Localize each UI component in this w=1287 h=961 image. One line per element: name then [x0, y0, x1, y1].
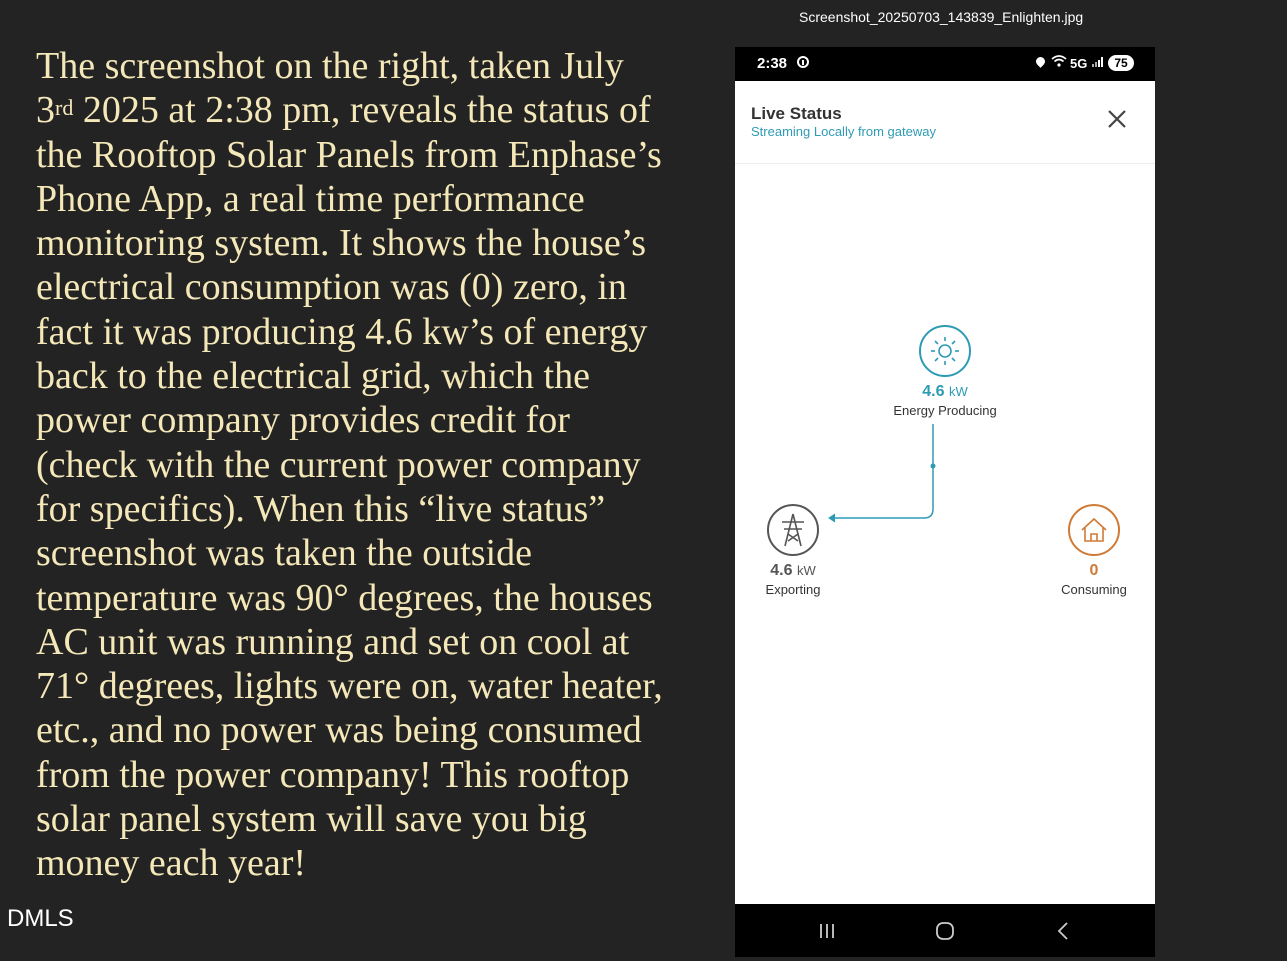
energy-flow-line	[735, 47, 1155, 904]
page-subtitle: Streaming Locally from gateway	[751, 124, 936, 139]
exporting-label: Exporting	[765, 582, 821, 597]
home-button[interactable]	[925, 916, 965, 946]
caption-line: etc., and no power was being consumed	[36, 709, 642, 752]
back-icon	[1043, 916, 1083, 946]
consuming-label: Consuming	[1061, 582, 1127, 597]
back-button[interactable]	[1043, 916, 1083, 946]
watermark: DMLS	[7, 905, 74, 932]
caption-line	[36, 88, 716, 132]
battery-badge: 75	[1108, 55, 1134, 71]
page-title: Live Status	[751, 104, 842, 123]
status-time: 2:38	[757, 55, 788, 72]
house-icon	[1067, 503, 1121, 557]
producing-value: 4.6 kW	[922, 383, 968, 400]
caption-line: (check with the current power company	[36, 443, 641, 486]
caption-line: temperature was 90° degrees, the houses	[36, 576, 653, 619]
caption-line: 71° degrees, lights were on, water heater,	[36, 665, 663, 708]
caption-line: power company provides credit for	[36, 399, 570, 442]
caption-line: from the power company! This rooftop	[36, 753, 630, 796]
phone-screenshot	[735, 47, 1155, 957]
consuming-node[interactable]	[1054, 503, 1134, 597]
home-icon	[925, 916, 965, 946]
producing-label: Energy Producing	[893, 403, 997, 418]
caption-line: back to the electrical grid, which the	[36, 355, 590, 398]
caption-line: solar panel system will save you big	[36, 798, 587, 841]
android-nav-bar	[735, 904, 1155, 957]
power-tower-icon	[766, 503, 820, 557]
caption-line: AC unit was running and set on cool at	[36, 620, 630, 663]
caption-line: electrical consumption was (0) zero, in	[36, 266, 627, 309]
network-type: 5G	[1070, 56, 1088, 71]
caption-line: The screenshot on the right, taken July	[36, 45, 624, 87]
caption-line: Phone App, a real time performance	[36, 177, 585, 220]
producing-node[interactable]	[885, 324, 1005, 418]
sun-icon	[918, 324, 972, 378]
caption-text	[36, 44, 716, 886]
viewer-filename: Screenshot_20250703_143839_Enlighten.jpg	[799, 9, 1084, 25]
consuming-value: 0	[1089, 562, 1099, 579]
caption-line: money each year!	[36, 842, 307, 885]
caption-ordinal: 3	[36, 89, 55, 132]
caption-line-rest: 2025 at 2:38 pm, reveals the status of	[82, 89, 651, 132]
exporting-node[interactable]	[753, 503, 833, 597]
exporting-value: 4.6 kW	[770, 562, 816, 579]
caption-line: screenshot was taken the outside	[36, 532, 532, 575]
caption-line: the Rooftop Solar Panels from Enphase’s	[36, 133, 662, 176]
caption-line: fact it was producing 4.6 kw’s of energy	[36, 310, 648, 353]
recent-apps-button[interactable]	[807, 916, 847, 946]
caption-line: monitoring system. It shows the house’s	[36, 222, 647, 265]
caption-ordinal-suffix: rd	[55, 95, 74, 121]
caption-line: for specifics). When this “live status”	[36, 487, 606, 530]
recent-apps-icon	[807, 916, 847, 946]
